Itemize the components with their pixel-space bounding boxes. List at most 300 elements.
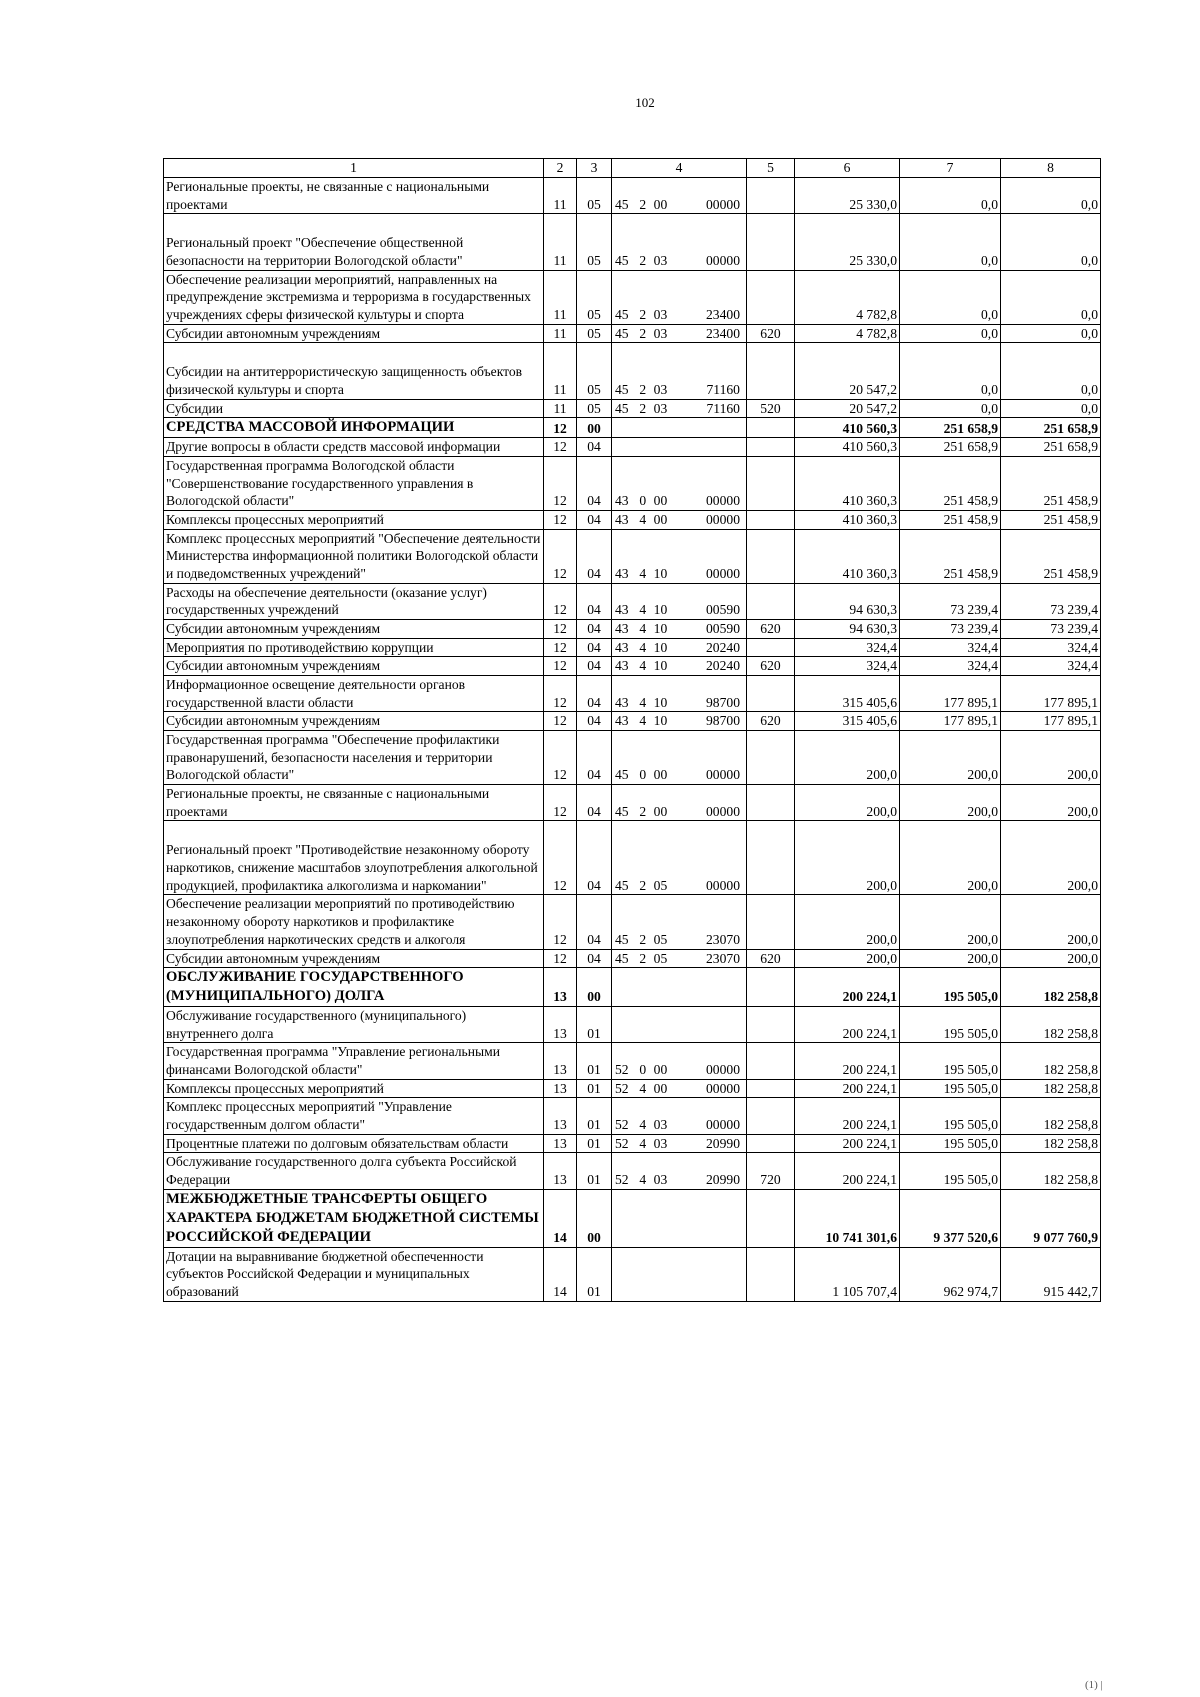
target-article-cell (612, 821, 747, 895)
table-row (164, 1007, 1101, 1043)
target-article-part: 00 (653, 512, 668, 528)
table-row (164, 529, 1101, 583)
subsection-code-cell: 05 (577, 270, 612, 324)
section-code-cell: 13 (544, 1079, 577, 1098)
table-row (164, 270, 1101, 324)
target-article-part: 2 (639, 325, 647, 341)
amount-year-1-cell: 200 224,1 (795, 1007, 900, 1043)
row-name-cell (164, 712, 544, 731)
target-article-cell (612, 438, 747, 457)
amount-year-2-cell: 200,0 (900, 785, 1001, 821)
target-article-part: 43 (615, 621, 629, 637)
section-code-cell: 12 (544, 895, 577, 949)
expense-type-cell: 620 (747, 712, 795, 731)
section-code-cell: 14 (544, 1247, 577, 1301)
amount-year-3-cell: 177 895,1 (1001, 712, 1101, 731)
target-article-part: 43 (615, 602, 629, 618)
expense-type-cell (747, 821, 795, 895)
target-article-part: 05 (653, 877, 668, 893)
section-code-cell: 14 (544, 1189, 577, 1247)
row-name-cell (164, 657, 544, 676)
section-code-cell: 11 (544, 214, 577, 270)
amount-year-1-cell: 315 405,6 (795, 676, 900, 712)
target-article-part: 52 (615, 1135, 629, 1151)
amount-year-3-cell: 182 258,8 (1001, 968, 1101, 1007)
table-row (164, 343, 1101, 399)
row-name-text: Другие вопросы в области средств массовой информации (166, 439, 501, 455)
target-article-part: 00000 (706, 512, 740, 528)
table-row (164, 657, 1101, 676)
target-article-part: 71160 (706, 382, 740, 398)
header-cell-2: 2 (544, 159, 577, 178)
amount-year-3-cell: 0,0 (1001, 399, 1101, 418)
amount-year-1-cell: 200,0 (795, 895, 900, 949)
target-article-part: 45 (615, 931, 629, 947)
section-code-cell: 12 (544, 438, 577, 457)
target-article-part: 03 (653, 382, 668, 398)
row-name-cell (164, 785, 544, 821)
table-row (164, 583, 1101, 619)
target-article-cell (612, 657, 747, 676)
subsection-code-cell: 04 (577, 638, 612, 657)
expense-type-cell (747, 1043, 795, 1079)
section-code-cell: 11 (544, 324, 577, 343)
target-article-part: 52 (615, 1117, 629, 1133)
row-name-text: Комплексы процессных мероприятий (166, 512, 384, 528)
amount-year-3-cell: 915 442,7 (1001, 1247, 1101, 1301)
row-name-text: Дотации на выравнивание бюджетной обеспеченности субъектов Российской Федерации и муниципальных образований (166, 1248, 484, 1300)
target-article-part: 4 (639, 1172, 647, 1188)
section-code-cell: 13 (544, 1098, 577, 1134)
row-name-text: ОБСЛУЖИВАНИЕ ГОСУДАРСТВЕННОГО (МУНИЦИПАЛЬНОГО) ДОЛГА (166, 969, 464, 1005)
subsection-code-cell: 00 (577, 1189, 612, 1247)
amount-year-2-cell: 200,0 (900, 949, 1001, 968)
amount-year-1-cell: 410 560,3 (795, 418, 900, 438)
row-name-text: Субсидии автономным учреждениям (166, 950, 381, 966)
amount-year-3-cell: 0,0 (1001, 324, 1101, 343)
amount-year-3-cell: 0,0 (1001, 178, 1101, 214)
section-code-cell: 12 (544, 712, 577, 731)
target-article-part: 10 (653, 566, 668, 582)
amount-year-3-cell: 251 458,9 (1001, 511, 1101, 530)
target-article-part: 23400 (706, 325, 740, 341)
table-row (164, 324, 1101, 343)
target-article-cell (612, 399, 747, 418)
expense-type-cell (747, 1098, 795, 1134)
target-article-part: 2 (639, 307, 647, 323)
table-row (164, 676, 1101, 712)
row-name-cell (164, 583, 544, 619)
amount-year-2-cell: 324,4 (900, 657, 1001, 676)
target-article-cell (612, 968, 747, 1007)
target-article-part: 4 (639, 639, 647, 655)
target-article-part: 10 (653, 639, 668, 655)
row-name-cell (164, 343, 544, 399)
row-name-cell (164, 895, 544, 949)
table-row (164, 731, 1101, 785)
expense-type-cell (747, 457, 795, 511)
subsection-code-cell: 04 (577, 511, 612, 530)
amount-year-3-cell: 0,0 (1001, 343, 1101, 399)
subsection-code-cell: 01 (577, 1153, 612, 1189)
target-article-cell (612, 1247, 747, 1301)
amount-year-3-cell: 200,0 (1001, 949, 1101, 968)
row-name-cell (164, 1007, 544, 1043)
amount-year-2-cell: 195 505,0 (900, 1079, 1001, 1098)
amount-year-1-cell: 94 630,3 (795, 620, 900, 639)
amount-year-1-cell: 20 547,2 (795, 399, 900, 418)
target-article-part: 2 (639, 877, 647, 893)
target-article-cell (612, 583, 747, 619)
subsection-code-cell: 05 (577, 178, 612, 214)
subsection-code-cell: 01 (577, 1079, 612, 1098)
row-name-text: Субсидии автономным учреждениям (166, 621, 381, 637)
amount-year-2-cell: 200,0 (900, 731, 1001, 785)
target-article-part: 52 (615, 1080, 629, 1096)
target-article-part: 00000 (706, 1117, 740, 1133)
target-article-part: 20240 (706, 639, 740, 655)
subsection-code-cell: 01 (577, 1247, 612, 1301)
amount-year-2-cell: 195 505,0 (900, 1007, 1001, 1043)
expense-type-cell: 620 (747, 949, 795, 968)
amount-year-2-cell: 73 239,4 (900, 583, 1001, 619)
expense-type-cell (747, 1079, 795, 1098)
table-row (164, 1043, 1101, 1079)
target-article-cell (612, 1043, 747, 1079)
amount-year-3-cell: 182 258,8 (1001, 1079, 1101, 1098)
amount-year-1-cell: 200,0 (795, 731, 900, 785)
target-article-part: 00 (653, 1080, 668, 1096)
expense-type-cell (747, 895, 795, 949)
budget-table (163, 158, 1101, 1302)
row-name-cell (164, 1189, 544, 1247)
expense-type-cell (747, 1134, 795, 1153)
target-article-part: 20240 (706, 658, 740, 674)
amount-year-2-cell: 0,0 (900, 178, 1001, 214)
section-code-cell: 12 (544, 676, 577, 712)
row-name-text: Государственная программа "Обеспечение профилактики правонарушений, безопасности населения и территории Вологодской области" (166, 732, 500, 783)
subsection-code-cell: 04 (577, 657, 612, 676)
section-code-cell: 11 (544, 343, 577, 399)
target-article-part: 43 (615, 566, 629, 582)
expense-type-cell (747, 214, 795, 270)
amount-year-3-cell: 182 258,8 (1001, 1007, 1101, 1043)
target-article-part: 00590 (706, 602, 740, 618)
subsection-code-cell: 04 (577, 821, 612, 895)
section-code-cell: 12 (544, 620, 577, 639)
header-cell-8: 8 (1001, 159, 1101, 178)
amount-year-2-cell: 0,0 (900, 324, 1001, 343)
amount-year-3-cell: 200,0 (1001, 785, 1101, 821)
subsection-code-cell: 04 (577, 529, 612, 583)
amount-year-3-cell: 251 658,9 (1001, 418, 1101, 438)
section-code-cell: 13 (544, 1153, 577, 1189)
row-name-cell (164, 438, 544, 457)
target-article-part: 00000 (706, 196, 740, 212)
target-article-part: 00000 (706, 566, 740, 582)
target-article-cell (612, 270, 747, 324)
amount-year-3-cell: 324,4 (1001, 657, 1101, 676)
row-name-cell (164, 418, 544, 438)
amount-year-3-cell: 200,0 (1001, 895, 1101, 949)
amount-year-3-cell: 182 258,8 (1001, 1043, 1101, 1079)
target-article-part: 4 (639, 713, 647, 729)
subsection-code-cell: 05 (577, 399, 612, 418)
subsection-code-cell: 04 (577, 949, 612, 968)
section-code-cell: 12 (544, 511, 577, 530)
row-name-text: Комплекс процессных мероприятий "Управление государственным долгом области" (166, 1099, 452, 1133)
amount-year-1-cell: 315 405,6 (795, 712, 900, 731)
row-name-cell (164, 968, 544, 1007)
expense-type-cell (747, 1247, 795, 1301)
amount-year-1-cell: 200,0 (795, 785, 900, 821)
table-row (164, 785, 1101, 821)
target-article-part: 45 (615, 307, 629, 323)
target-article-part: 0 (639, 767, 647, 783)
amount-year-2-cell: 195 505,0 (900, 1134, 1001, 1153)
row-name-text: Региональные проекты, не связанные с национальными проектами (166, 786, 490, 819)
section-code-cell: 12 (544, 821, 577, 895)
amount-year-1-cell: 324,4 (795, 638, 900, 657)
table-row (164, 457, 1101, 511)
target-article-part: 45 (615, 803, 629, 819)
section-code-cell: 12 (544, 949, 577, 968)
target-article-part: 2 (639, 803, 647, 819)
amount-year-3-cell: 251 458,9 (1001, 457, 1101, 511)
row-name-text: Мероприятия по противодействию коррупции (166, 639, 434, 655)
target-article-part: 00000 (706, 803, 740, 819)
subsection-code-cell: 05 (577, 324, 612, 343)
header-cell-5: 5 (747, 159, 795, 178)
section-code-cell: 12 (544, 657, 577, 676)
target-article-cell (612, 638, 747, 657)
target-article-part: 03 (653, 253, 668, 269)
amount-year-1-cell: 410 360,3 (795, 511, 900, 530)
table-row (164, 949, 1101, 968)
target-article-cell (612, 1189, 747, 1247)
target-article-part: 00 (653, 767, 668, 783)
subsection-code-cell: 00 (577, 968, 612, 1007)
amount-year-2-cell: 195 505,0 (900, 968, 1001, 1007)
target-article-part: 10 (653, 658, 668, 674)
target-article-part: 45 (615, 950, 629, 966)
target-article-cell (612, 949, 747, 968)
table-row (164, 895, 1101, 949)
target-article-part: 23070 (706, 931, 740, 947)
target-article-cell (612, 712, 747, 731)
expense-type-cell (747, 343, 795, 399)
row-name-cell (164, 511, 544, 530)
target-article-part: 00000 (706, 1080, 740, 1096)
target-article-part: 43 (615, 639, 629, 655)
amount-year-2-cell: 0,0 (900, 214, 1001, 270)
row-name-cell (164, 1098, 544, 1134)
expense-type-cell (747, 968, 795, 1007)
amount-year-3-cell: 182 258,8 (1001, 1153, 1101, 1189)
amount-year-1-cell: 410 560,3 (795, 438, 900, 457)
row-name-text: Государственная программа Вологодской области "Совершенствование государственного управления в Вологодской области" (166, 458, 474, 509)
amount-year-2-cell: 0,0 (900, 270, 1001, 324)
target-article-part: 03 (653, 1135, 668, 1151)
header-cell-1: 1 (164, 159, 544, 178)
target-article-part: 00 (653, 1062, 668, 1078)
row-name-cell (164, 1043, 544, 1079)
target-article-cell (612, 178, 747, 214)
target-article-part: 05 (653, 950, 668, 966)
amount-year-2-cell: 251 458,9 (900, 457, 1001, 511)
table-row (164, 638, 1101, 657)
subsection-code-cell: 01 (577, 1043, 612, 1079)
expense-type-cell (747, 1189, 795, 1247)
row-name-cell (164, 178, 544, 214)
target-article-cell (612, 214, 747, 270)
row-name-cell (164, 1247, 544, 1301)
table-row (164, 1153, 1101, 1189)
target-article-cell (612, 785, 747, 821)
section-code-cell: 11 (544, 270, 577, 324)
table-row (164, 1098, 1101, 1134)
amount-year-3-cell: 177 895,1 (1001, 676, 1101, 712)
table-row (164, 1134, 1101, 1153)
row-name-cell (164, 821, 544, 895)
target-article-part: 20990 (706, 1172, 740, 1188)
target-article-part: 4 (639, 621, 647, 637)
section-code-cell: 13 (544, 1043, 577, 1079)
amount-year-1-cell: 4 782,8 (795, 324, 900, 343)
target-article-part: 00000 (706, 877, 740, 893)
row-name-text: Обслуживание государственного (муниципального) внутреннего долга (166, 1008, 467, 1041)
row-name-cell (164, 731, 544, 785)
target-article-part: 43 (615, 493, 629, 509)
table-row (164, 712, 1101, 731)
table-row (164, 620, 1101, 639)
target-article-part: 23070 (706, 950, 740, 966)
target-article-part: 03 (653, 1117, 668, 1133)
target-article-part: 00 (653, 196, 668, 212)
amount-year-1-cell: 410 360,3 (795, 529, 900, 583)
section-code-cell: 12 (544, 638, 577, 657)
subsection-code-cell: 05 (577, 343, 612, 399)
row-name-text: Обеспечение реализации мероприятий, направленных на предупреждение экстремизма и терроризма в государственных учреждениях сферы физической культуры и спорта (166, 271, 531, 323)
amount-year-3-cell: 0,0 (1001, 270, 1101, 324)
row-name-text: Региональный проект "Противодействие незаконному обороту наркотиков, снижение масштабов злоупотребления алкогольной продукцией, профилактика алкоголизма и наркомании" (166, 842, 538, 893)
section-code-cell: 12 (544, 529, 577, 583)
amount-year-1-cell: 200 224,1 (795, 1079, 900, 1098)
target-article-part: 43 (615, 694, 629, 710)
target-article-part: 03 (653, 307, 668, 323)
target-article-cell (612, 1079, 747, 1098)
subsection-code-cell: 04 (577, 583, 612, 619)
amount-year-3-cell: 251 658,9 (1001, 438, 1101, 457)
amount-year-1-cell: 200,0 (795, 821, 900, 895)
row-name-cell (164, 620, 544, 639)
target-article-part: 4 (639, 602, 647, 618)
amount-year-2-cell: 195 505,0 (900, 1098, 1001, 1134)
amount-year-3-cell: 251 458,9 (1001, 529, 1101, 583)
target-article-part: 4 (639, 1080, 647, 1096)
expense-type-cell (747, 583, 795, 619)
expense-type-cell (747, 731, 795, 785)
row-name-cell (164, 1079, 544, 1098)
section-code-cell: 12 (544, 418, 577, 438)
row-name-cell (164, 949, 544, 968)
row-name-text: Обслуживание государственного долга субъекта Российской Федерации (166, 1154, 517, 1188)
target-article-part: 52 (615, 1062, 629, 1078)
target-article-part: 00 (653, 493, 668, 509)
amount-year-2-cell: 0,0 (900, 343, 1001, 399)
amount-year-3-cell: 73 239,4 (1001, 620, 1101, 639)
expense-type-cell: 520 (747, 399, 795, 418)
target-article-part: 45 (615, 325, 629, 341)
target-article-part: 45 (615, 382, 629, 398)
table-header-row (164, 159, 1101, 178)
target-article-cell (612, 324, 747, 343)
row-name-cell (164, 529, 544, 583)
target-article-part: 0 (639, 493, 647, 509)
amount-year-1-cell: 324,4 (795, 657, 900, 676)
target-article-cell (612, 418, 747, 438)
section-code-cell: 12 (544, 583, 577, 619)
target-article-part: 98700 (706, 713, 740, 729)
expense-type-cell (747, 638, 795, 657)
row-name-text: Субсидии автономным учреждениям (166, 713, 381, 729)
expense-type-cell (747, 785, 795, 821)
table-row (164, 821, 1101, 895)
target-article-part: 23400 (706, 307, 740, 323)
amount-year-2-cell: 195 505,0 (900, 1043, 1001, 1079)
target-article-part: 2 (639, 400, 647, 416)
subsection-code-cell: 01 (577, 1134, 612, 1153)
target-article-cell (612, 1098, 747, 1134)
subsection-code-cell: 05 (577, 214, 612, 270)
amount-year-2-cell: 9 377 520,6 (900, 1189, 1001, 1247)
target-article-cell (612, 343, 747, 399)
subsection-code-cell: 01 (577, 1098, 612, 1134)
amount-year-1-cell: 200 224,1 (795, 1043, 900, 1079)
target-article-part: 45 (615, 400, 629, 416)
row-name-text: Региональные проекты, не связанные с национальными проектами (166, 179, 490, 212)
amount-year-2-cell: 251 458,9 (900, 529, 1001, 583)
header-cell-6: 6 (795, 159, 900, 178)
footer-mark: (1) | (1085, 1679, 1103, 1691)
section-code-cell: 12 (544, 731, 577, 785)
subsection-code-cell: 04 (577, 731, 612, 785)
section-code-cell: 11 (544, 178, 577, 214)
expense-type-cell (747, 270, 795, 324)
table-row (164, 418, 1101, 438)
target-article-part: 00 (653, 803, 668, 819)
subsection-code-cell: 04 (577, 895, 612, 949)
target-article-part: 03 (653, 400, 668, 416)
target-article-cell (612, 1153, 747, 1189)
table-row (164, 214, 1101, 270)
row-name-text: Государственная программа "Управление региональными финансами Вологодской области" (166, 1044, 501, 1078)
row-name-cell (164, 324, 544, 343)
amount-year-2-cell: 0,0 (900, 399, 1001, 418)
target-article-part: 20990 (706, 1135, 740, 1151)
amount-year-2-cell: 962 974,7 (900, 1247, 1001, 1301)
target-article-part: 45 (615, 196, 629, 212)
header-cell-7: 7 (900, 159, 1001, 178)
amount-year-3-cell: 9 077 760,9 (1001, 1189, 1101, 1247)
amount-year-2-cell: 200,0 (900, 821, 1001, 895)
expense-type-cell: 620 (747, 657, 795, 676)
expense-type-cell (747, 178, 795, 214)
table-row (164, 511, 1101, 530)
amount-year-1-cell: 4 782,8 (795, 270, 900, 324)
target-article-cell (612, 1007, 747, 1043)
header-cell-3: 3 (577, 159, 612, 178)
